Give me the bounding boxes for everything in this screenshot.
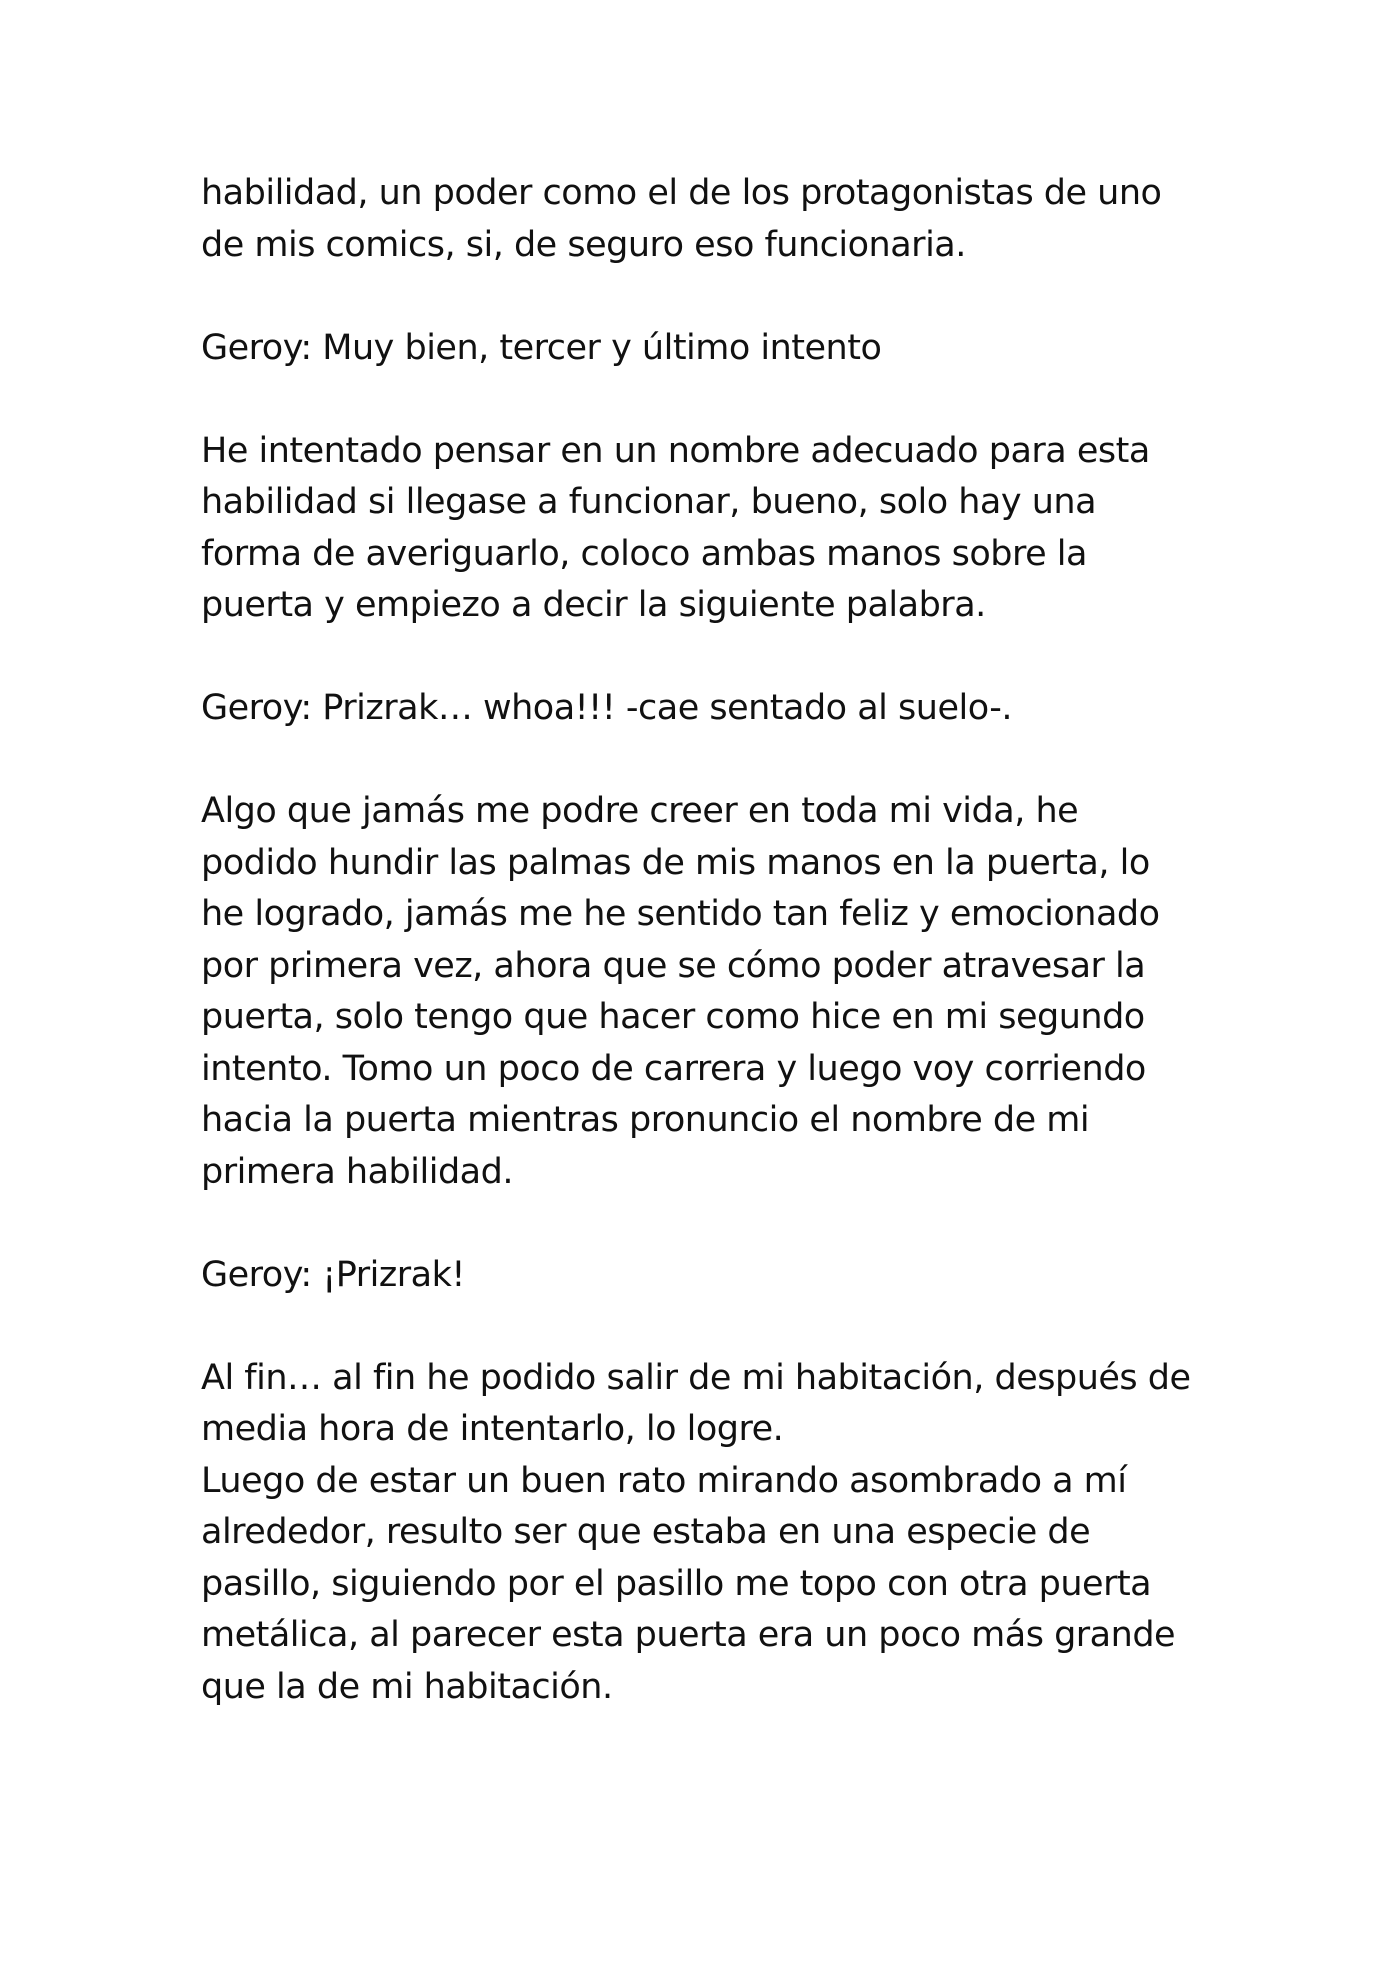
text-line: habilidad, un poder como el de los protagonistas de uno — [201, 173, 1162, 213]
text-line: Geroy: Prizrak… whoa!!! -cae sentado al suelo-. — [201, 688, 1013, 728]
paragraph-gap — [201, 1198, 1241, 1250]
paragraph — [201, 786, 1241, 1198]
paragraph-gap — [201, 632, 1241, 684]
text-line: media hora de intentarlo, lo logre. — [201, 1409, 784, 1449]
text-line: puerta y empiezo a decir la siguiente palabra. — [201, 585, 986, 625]
text-line: alrededor, resulto ser que estaba en una especie de — [201, 1512, 1091, 1552]
dialogue-line — [201, 323, 1241, 375]
paragraph-gap — [201, 271, 1241, 323]
text-line: he logrado, jamás me he sentido tan feliz y emocionado — [201, 894, 1160, 934]
text-line: Geroy: ¡Prizrak! — [201, 1254, 465, 1295]
text-line: forma de averiguarlo, coloco ambas manos sobre la — [201, 533, 1087, 574]
paragraph-gap — [201, 1301, 1241, 1353]
text-line: puerta, solo tengo que hacer como hice en mi segundo — [201, 997, 1145, 1037]
text-line: intento. Tomo un poco de carrera y luego voy corriendo — [201, 1048, 1146, 1089]
paragraph-gap — [201, 374, 1241, 426]
text-line: habilidad si llegase a funcionar, bueno, solo hay una — [201, 482, 1097, 522]
text-line: Geroy: Muy bien, tercer y último intento — [201, 327, 882, 368]
text-line: que la de mi habitación. — [201, 1666, 613, 1707]
paragraph — [201, 168, 1241, 271]
text-line: Al fin… al fin he podido salir de mi habitación, después de — [201, 1357, 1191, 1398]
dialogue-line — [201, 1250, 1241, 1302]
paragraph-gap — [201, 735, 1241, 787]
text-line: primera habilidad. — [201, 1151, 513, 1192]
text-line: pasillo, siguiendo por el pasillo me topo con otra puerta — [201, 1563, 1152, 1604]
text-line: Luego de estar un buen rato mirando asombrado a mí — [201, 1460, 1127, 1501]
text-line: de mis comics, si, de seguro eso funcionaria. — [201, 224, 966, 265]
dialogue-line — [201, 683, 1241, 735]
text-line: Algo que jamás me podre creer en toda mi vida, he — [201, 791, 1079, 831]
text-line: hacia la puerta mientras pronuncio el nombre de mi — [201, 1100, 1090, 1140]
text-line: podido hundir las palmas de mis manos en la puerta, lo — [201, 842, 1150, 883]
paragraph — [201, 1353, 1241, 1714]
text-line: metálica, al parecer esta puerta era un poco más grande — [201, 1615, 1176, 1655]
document-body — [201, 168, 1241, 1713]
paragraph — [201, 426, 1241, 632]
text-line: He intentado pensar en un nombre adecuado para esta — [201, 430, 1150, 471]
text-line: por primera vez, ahora que se cómo poder atravesar la — [201, 945, 1146, 986]
